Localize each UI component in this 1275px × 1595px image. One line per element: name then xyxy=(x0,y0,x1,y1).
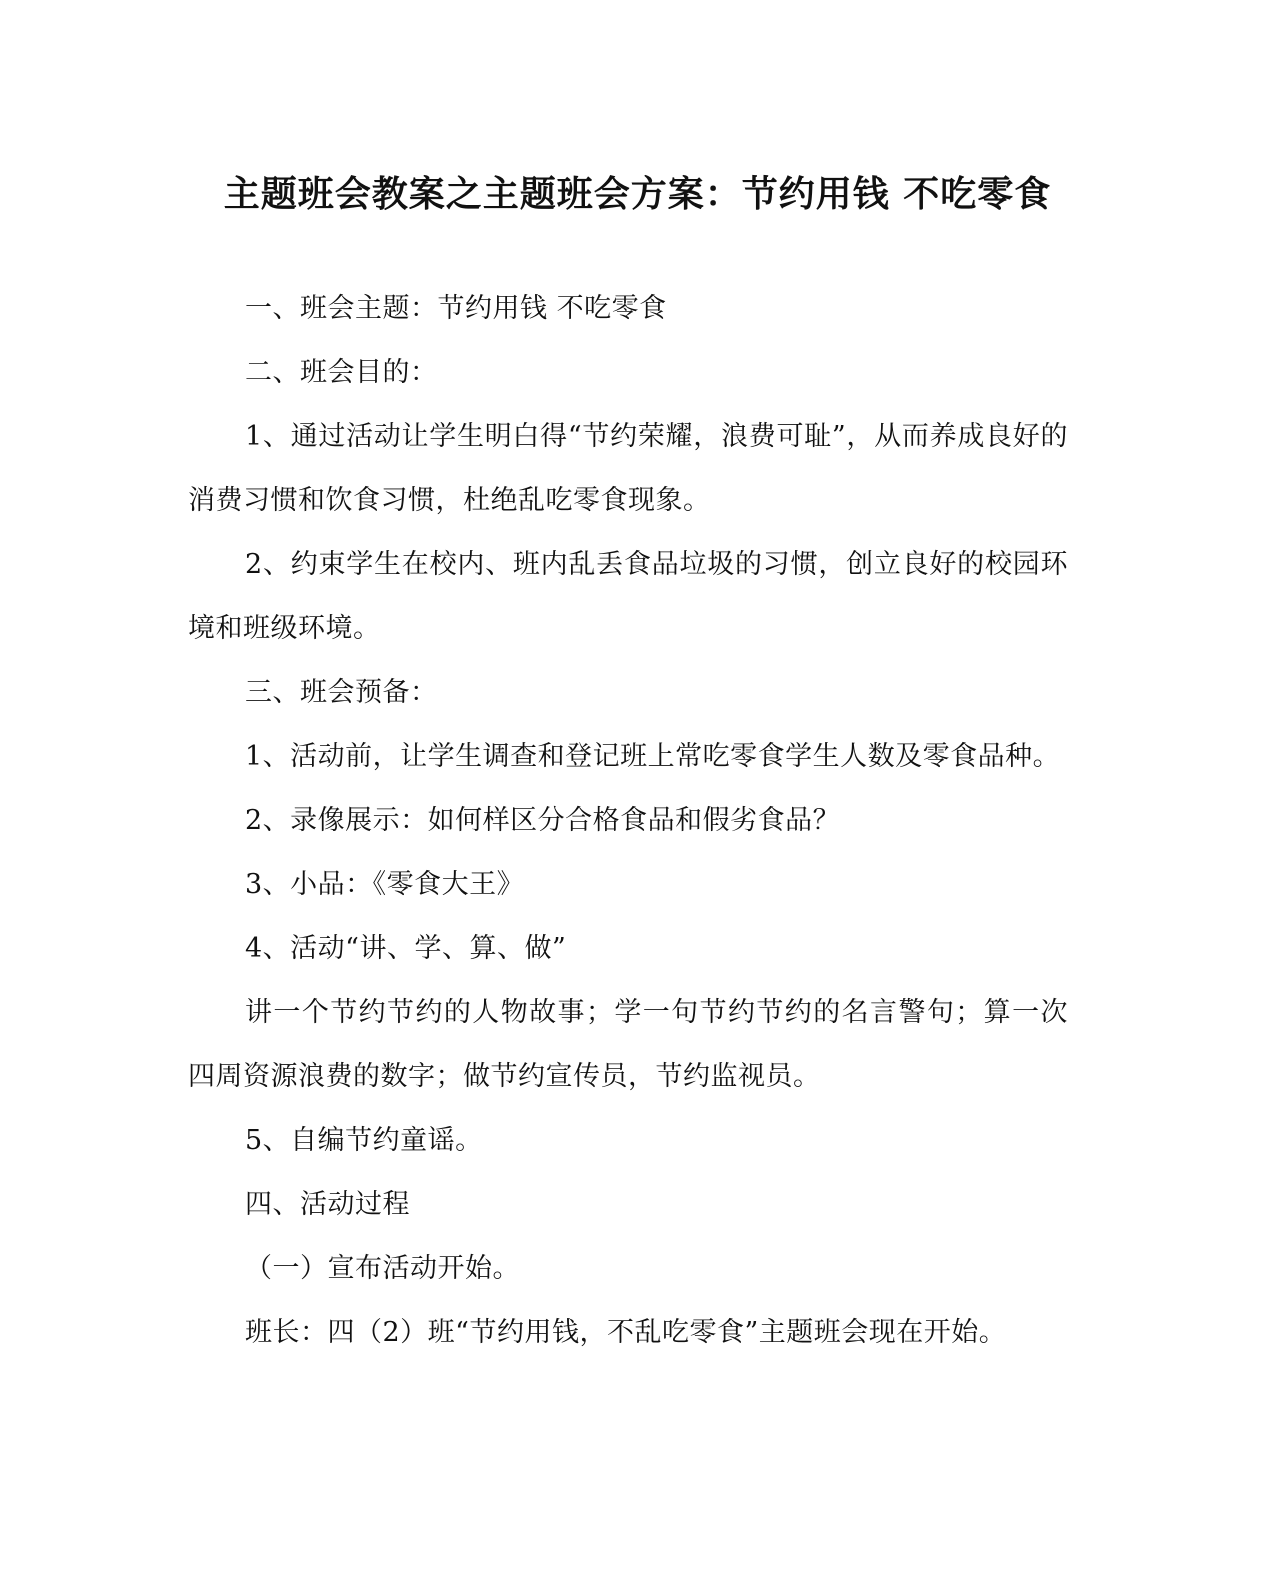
section-heading-purpose: 二、班会目的： xyxy=(245,357,438,388)
section-heading-preparation: 三、班会预备： xyxy=(245,677,438,708)
preparation-item-4: 4、活动“讲、学、算、做” xyxy=(245,933,567,964)
preparation-item-5: 5、自编节约童谣。 xyxy=(245,1125,483,1156)
section-heading-theme: 一、班会主题：节约用钱 不吃零食 xyxy=(245,293,667,324)
document-title: 主题班会教案之主题班会方案：节约用钱 不吃零食 xyxy=(223,173,1052,215)
process-step-1: （一）宣布活动开始。 xyxy=(245,1253,520,1284)
preparation-item-2: 2、录像展示：如何样区分合格食品和假劣食品？ xyxy=(245,805,841,836)
purpose-item-1: 1、通过活动让学生明白得“节约荣耀，浪费可耻”，从而养成良好的消费习惯和饮食习惯，杜绝乱吃零食现象。 xyxy=(188,421,1068,516)
preparation-item-3: 3、小品：《零食大王》 xyxy=(245,869,525,900)
purpose-item-2: 2、约束学生在校内、班内乱丢食品垃圾的习惯，创立良好的校园环境和班级环境。 xyxy=(188,549,1068,644)
preparation-item-1: 1、活动前，让学生调查和登记班上常吃零食学生人数及零食品种。 xyxy=(245,741,1061,772)
preparation-item-4-detail: 讲一个节约节约的人物故事；学一句节约节约的名言警句；算一次四周资源浪费的数字；做节约宣传员，节约监视员。 xyxy=(188,997,1068,1092)
document-body xyxy=(188,277,1068,1365)
process-step-1-speech: 班长：四（2）班“节约用钱，不乱吃零食”主题班会现在开始。 xyxy=(245,1317,1007,1348)
section-heading-process: 四、活动过程 xyxy=(245,1189,410,1220)
